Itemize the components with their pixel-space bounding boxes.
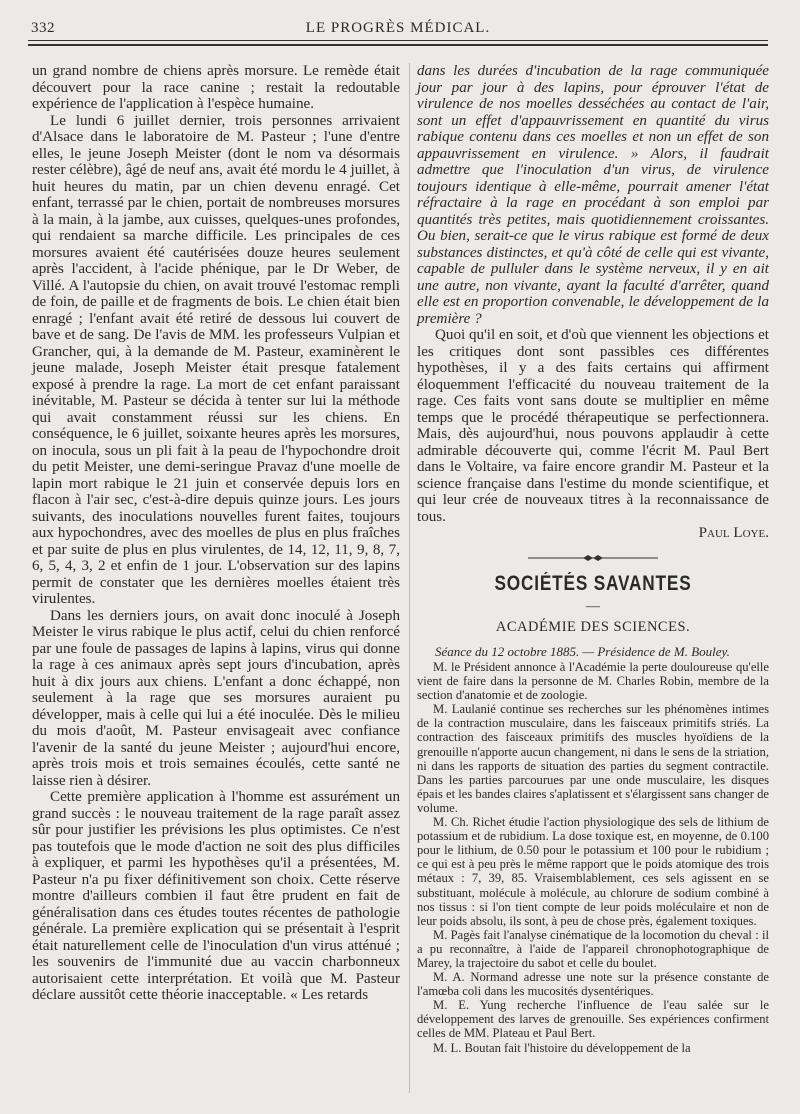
proceeding-item: M. E. Yung recherche l'influence de l'eau salée sur le développement des larves de grenouille. Ses expériences confirment celles de MM. Plateau et Paul Bert. <box>417 998 769 1041</box>
paragraph: un grand nombre de chiens après morsure. Le remède était découvert pour la race canine ; restait la redoutable expérience de l'application à l'espèce humaine. <box>32 63 400 112</box>
paragraph: Le lundi 6 juillet dernier, trois personnes arrivaient d'Alsace dans le laboratoire de M. Pasteur ; l'une d'entre elles, le jeune Joseph Meister (dont le nom va désormais rester célèbre), âgé de neuf ans, avait été mordu le 4 juillet, à huit heures du matin, par un chien devenu enragé. Cet enfant, terrassé par le chien, portait de nombreuses morsures à la main, à la jambe, aux cuisses, quelques-unes profondes, qui rendaient sa marche difficile. Les principales de ces morsures avaient été cautérisées douze heures seulement après l'accident, à l'acide phénique, par le Dr Weber, de Villé. A l'autopsie du chien, on avait trouvé l'estomac rempli de foin, de paille et de fragments de bois. Le chien était bien enragé ; l'enfant avait été retiré de dessous lui couvert de bave et de sang. De l'avis de MM. les professeurs Vulpian et Grancher, qui, à la demande de M. Pasteur, examinèrent le jeune malade, Joseph Meister était presque fatalement exposé à prendre la rage. La mort de cet enfant paraissant inévitable, M. Pasteur se décida à tenter sur lui la méthode qui avait constamment réussi sur les chiens. En conséquence, le 6 juillet, soixante heures après les morsures, on inocula, sous un pli fait à la peau de l'hypochondre droit du petit Meister, une demi-seringue Pravaz d'une moelle de lapin mort rabique le 21 juin et conservée depuis lors en flacon à l'air sec, c'est-à-dire depuis quinze jours. Les jours suivants, des inoculations nouvelles furent faites, toujours aux hypochondres, avec des moelles de plus en plus fraîches et par suite de plus en plus virulentes, de 14, 12, 11, 9, 8, 7, 6, 5, 4, 3, 2 et enfin de 1 jour. L'observation sur des lapins permit de constater que les dernières moelles étaient très virulentes. <box>32 112 400 607</box>
academie-proceedings <box>417 660 769 1055</box>
page-number: 332 <box>31 20 55 36</box>
proceeding-item: M. Ch. Richet étudie l'action physiologique des sels de lithium de potassium et de rubidium. La dose toxique est, en moyenne, de 0.100 pour le lithium, de 0.50 pour le potassium et 100 pour le rubidium ; ce qui est à peu près le même rapport que le poids atomique des trois métaux : 7, 39, 85. Vraisemblablement, ces sels agissent en se substituant, molécule à molécule, au chlorure de sodium combiné à nos tissus : si l'on tient compte de leur poids moléculaire et non de leur poids absolu, ils sont, à peu de chose près, également toxiques. <box>417 815 769 928</box>
header-rule <box>28 40 768 41</box>
paragraph: Cette première application à l'homme est assurément un grand succès : le nouveau traitement de la rage paraît assez sûr pour justifier les prévisions les plus optimistes. Ce n'est pas toutefois que le mode d'action ne soit des plus difficiles à expliquer, et parmi les hypothèses qu'il a présentées, M. Pasteur n'a pu fixer définitivement son choix. Cette réserve montre d'ailleurs combien il faut être prudent en fait de généralisation dans ces études toutes récentes de pathologie générale. La première explication qui se présentait à l'esprit était naturellement celle de l'inoculation d'un virus atténué ; les souvenirs de l'immunité due au vaccin charbonneux autorisaient cette interprétation. Et voilà que M. Pasteur déclare aussitôt cette théorie inacceptable. « Les retards <box>32 789 400 1003</box>
running-title: LE PROGRÈS MÉDICAL. <box>305 20 491 36</box>
author-signature: Paul Loye. <box>698 525 769 541</box>
section-ornament <box>417 552 769 569</box>
header-rule-thick <box>28 44 768 46</box>
paragraph: dans les durées d'incubation de la rage communiquée jour par jour à des lapins, pour éprouver l'état de virulence de nos moelles desséchées au contact de l'air, sont un effet d'appauvrissement en quantité du virus rabique contenu dans ces moelles et non un effet de son appauvrissement en virulence. » Alors, il faudrait admettre que l'inoculation d'un virus, de virulence toujours identique à elle-même, pourrait amener l'état réfractaire à la rage en procédant à son emploi par quantités très petites, mais quotidiennement croissantes. Ou bien, serait-ce que le virus rabique est formé de deux substances distinctes, et qu'à côté de celle qui est vivante, capable de pulluler dans le système nerveux, il y en ait une autre, non vivante, ayant la faculté d'arrêter, quand elle est en proportion convenable, le développement de la première ? <box>417 63 769 327</box>
right-column <box>417 63 769 1055</box>
seance-line: Séance du 12 octobre 1885. — Présidence de M. Bouley. <box>435 643 730 659</box>
title-dash: — <box>586 598 600 614</box>
column-divider <box>409 63 411 1093</box>
proceeding-item: M. A. Normand adresse une note sur la présence constante de l'amœba coli dans les mucosités dysentériques. <box>417 970 769 999</box>
ornament-rule-icon <box>528 554 658 562</box>
left-column <box>32 63 400 1004</box>
proceeding-item: M. Laulanié continue ses recherches sur les phénomènes intimes de la contraction musculaire, dans les faisceaux primitifs striés. La contraction des faisceaux primitifs des muscles hyoïdiens de la grenouille n'apporte aucun changement, ni dans le sens de la striation, ni dans les rapports de situation des parties du segment contractile. Dans les parties parcourues par une onde musculaire, les disques épais et les bandes claires s'aplatissent et s'élargissent sans changer de volume. <box>417 702 769 815</box>
section-title: SOCIÉTÉS SAVANTES <box>494 572 692 595</box>
paragraph: Dans les derniers jours, on avait donc inoculé à Joseph Meister le virus rabique le plus actif, celui du chien renforcé par une foule de passages de lapins à lapins, virus qui donne la rage à ces animaux après sept jours d'incubation, après huit à dix jours aux chiens. L'enfant a donc échappé, non seulement à la rage que ses morsures auraient pu développer, mais à celle qui lui a été inoculée. Dès le milieu du mois d'août, M. Pasteur envisageait avec confiance l'avenir de la santé du jeune Meister ; aujourd'hui encore, après trois mois et trois semaines écoulés, cette santé ne laisse rien à désirer. <box>32 607 400 789</box>
paragraph: Quoi qu'il en soit, et d'où que viennent les objections et les critiques dont sont passibles ces différentes hypothèses, il y a des faits certains qui affirment éloquemment l'efficacité du nouveau traitement de la rage. Ces faits vont sans doute se multiplier en même temps que le procédé thérapeutique se perfectionnera. Mais, dès aujourd'hui, nous pouvons applaudir à cette admirable découverte qui, comme l'écrit M. Paul Bert dans le Voltaire, va faire encore grandir M. Pasteur et la science française dans l'estime du monde scientifique, et qui leur crée de nouveaux titres à la reconnaissance de tous. <box>417 327 769 525</box>
proceeding-item: M. le Président annonce à l'Académie la perte douloureuse qu'elle vient de faire dans la personne de M. Charles Robin, membre de la section d'anatomie et de zoologie. <box>417 660 769 703</box>
subsection-title: ACADÉMIE DES SCIENCES. <box>495 619 691 635</box>
page-header <box>28 14 768 44</box>
proceeding-item: M. Pagès fait l'analyse cinématique de la locomotion du cheval : il a pu reconnaître, à l'aide de l'appareil chronophotographique de Marey, la trajectoire du sabot et celle du boulet. <box>417 927 769 970</box>
proceeding-item: M. L. Boutan fait l'histoire du développement de la <box>433 1040 691 1055</box>
